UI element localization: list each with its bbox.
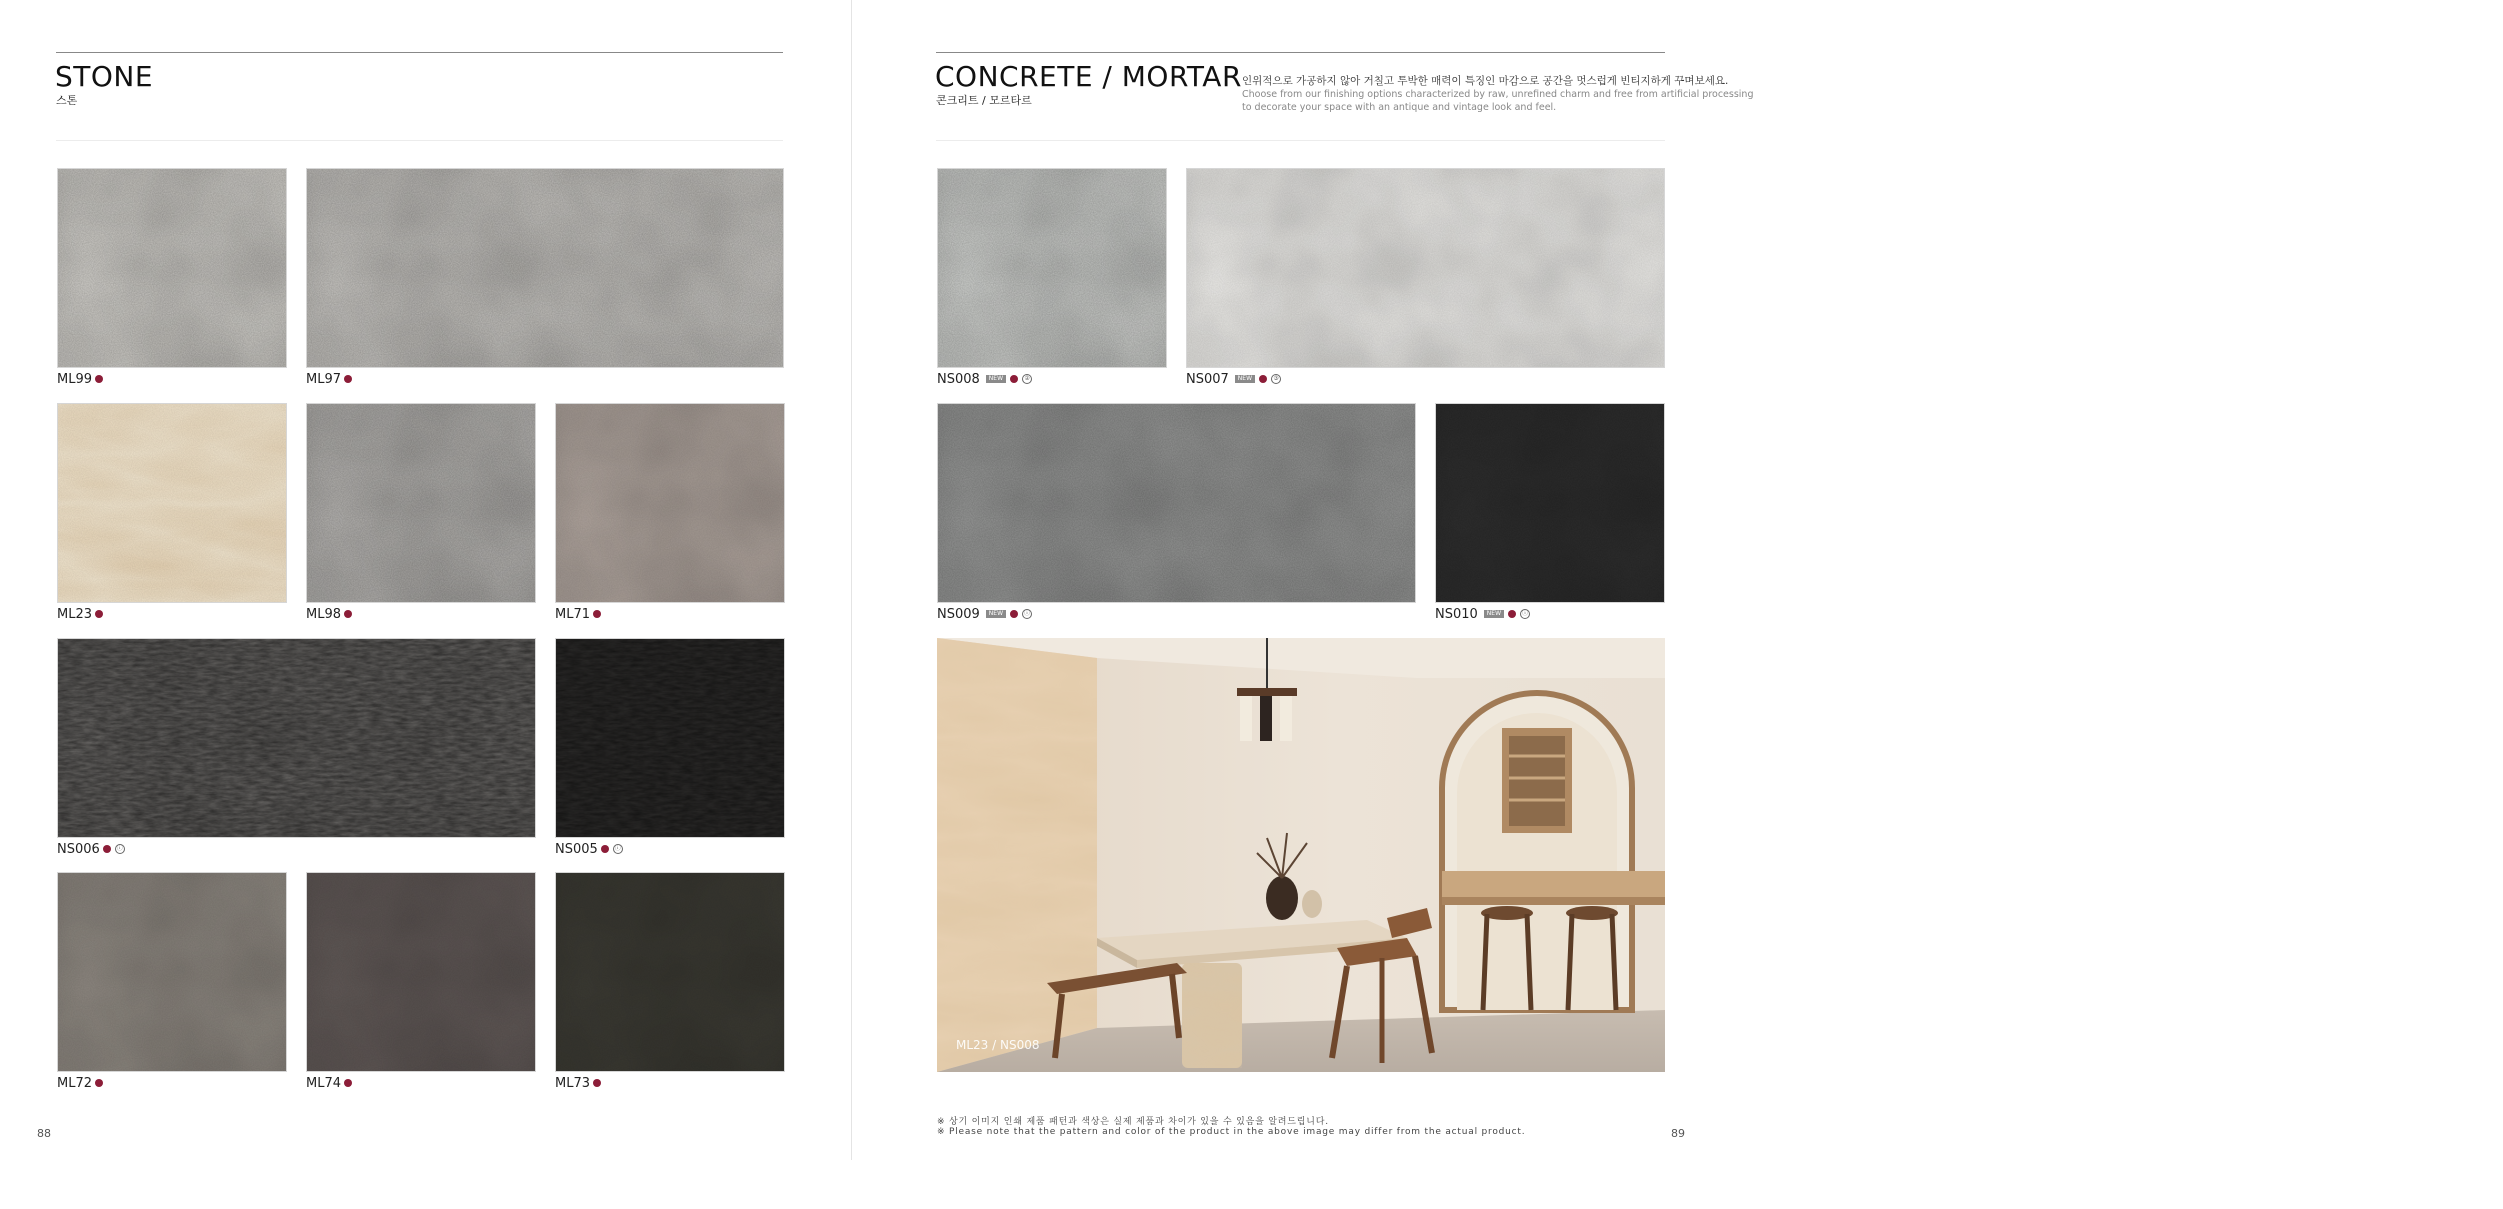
info-circle-icon: ⓘ	[116, 845, 123, 852]
info-circle-icon: ⓘ	[1522, 610, 1529, 617]
section-subtitle-stone: 스톤	[56, 94, 78, 107]
info-circle-icon: ②	[1022, 374, 1032, 384]
swatch-code: NS007	[1186, 371, 1229, 387]
info-circle-icon: ③	[1271, 374, 1281, 384]
swatch-ns007[interactable]	[1186, 168, 1665, 368]
swatch-code: NS009	[937, 606, 980, 622]
swatch-code: ML23	[57, 606, 93, 622]
indicator-dot-icon	[344, 610, 352, 618]
swatch-label-ml99	[57, 372, 103, 386]
swatch-ml99[interactable]	[57, 168, 287, 368]
indicator-dot-icon	[1508, 610, 1516, 618]
disclaimer-english: ※ Please note that the pattern and color of the product in the above image may differ from the actual product.	[937, 1127, 1526, 1137]
indicator-dot-icon	[1259, 375, 1267, 383]
indicator-dot-icon	[593, 1079, 601, 1087]
swatch-code: ML72	[57, 1075, 93, 1091]
swatch-ml71[interactable]	[555, 403, 785, 603]
swatch-ml23[interactable]	[57, 403, 287, 603]
page-number-right: 89	[1671, 1127, 1685, 1140]
swatch-label-ns010	[1435, 607, 1530, 621]
swatch-ns005[interactable]	[555, 638, 785, 838]
indicator-dot-icon	[593, 610, 601, 618]
disclaimer-korean: ※ 상기 이미지 인쇄 제품 패턴과 색상은 실제 제품과 차이가 있을 수 있음을 알려드립니다.	[937, 1117, 1329, 1127]
swatch-code: ML98	[306, 606, 342, 622]
indicator-dot-icon	[601, 845, 609, 853]
header-divider-right	[936, 140, 1665, 141]
swatch-ns008[interactable]	[937, 168, 1167, 368]
swatch-label-ns008	[937, 372, 1032, 386]
new-badge: NEW	[986, 610, 1006, 618]
indicator-dot-icon	[95, 610, 103, 618]
header-divider-left	[56, 140, 783, 141]
indicator-dot-icon	[344, 1079, 352, 1087]
swatch-label-ml23	[57, 607, 103, 621]
swatch-ml97[interactable]	[306, 168, 784, 368]
new-badge: NEW	[986, 375, 1006, 383]
section-title-concrete-mortar: CONCRETE / MORTAR	[935, 60, 1242, 93]
interior-photo	[937, 638, 1665, 1072]
swatch-label-ml72	[57, 1076, 103, 1090]
swatch-label-ns005	[555, 842, 623, 856]
swatch-ml98[interactable]	[306, 403, 536, 603]
swatch-code: ML74	[306, 1075, 342, 1091]
swatch-code: NS010	[1435, 606, 1478, 622]
swatch-code: ML99	[57, 371, 93, 387]
new-badge: NEW	[1484, 610, 1504, 618]
swatch-label-ns006	[57, 842, 125, 856]
description-english-line2: to decorate your space with an antique and vintage look and feel.	[1242, 102, 1557, 113]
swatch-code: ML97	[306, 371, 342, 387]
swatch-label-ml73	[555, 1076, 601, 1090]
swatch-code: NS008	[937, 371, 980, 387]
swatch-label-ml98	[306, 607, 352, 621]
indicator-dot-icon	[103, 845, 111, 853]
description-korean: 인위적으로 가공하지 않아 거칠고 투박한 매력이 특징인 마감으로 공간을 멋스럽게 빈티지하게 꾸며보세요.	[1242, 75, 1729, 87]
indicator-dot-icon	[95, 1079, 103, 1087]
swatch-ml73[interactable]	[555, 872, 785, 1072]
swatch-code: ML73	[555, 1075, 591, 1091]
swatch-label-ns009	[937, 607, 1032, 621]
indicator-dot-icon	[1010, 610, 1018, 618]
swatch-label-ml97	[306, 372, 352, 386]
swatch-ml72[interactable]	[57, 872, 287, 1072]
info-circle-icon: ⓘ	[1024, 610, 1031, 617]
swatch-ns010[interactable]	[1435, 403, 1665, 603]
page-spine-divider	[851, 0, 852, 1160]
swatch-code: ML71	[555, 606, 591, 622]
swatch-code: NS006	[57, 841, 100, 857]
swatch-label-ml71	[555, 607, 601, 621]
new-badge: NEW	[1235, 375, 1255, 383]
swatch-code: NS005	[555, 841, 598, 857]
swatch-ns006[interactable]	[57, 638, 536, 838]
swatch-label-ml74	[306, 1076, 352, 1090]
page-number-left: 88	[37, 1127, 51, 1140]
indicator-dot-icon	[1010, 375, 1018, 383]
info-circle-icon: ⓘ	[614, 845, 621, 852]
swatch-ml74[interactable]	[306, 872, 536, 1072]
top-rule-left	[56, 52, 783, 53]
section-subtitle-concrete-mortar: 콘크리트 / 모르타르	[936, 94, 1032, 107]
top-rule-right	[936, 52, 1665, 53]
indicator-dot-icon	[344, 375, 352, 383]
description-english-line1: Choose from our finishing options characterized by raw, unrefined charm and free from artificial processing	[1242, 89, 1754, 100]
section-title-stone: STONE	[55, 60, 154, 93]
swatch-ns009[interactable]	[937, 403, 1416, 603]
swatch-label-ns007	[1186, 372, 1281, 386]
photo-caption: ML23 / NS008	[956, 1038, 1040, 1052]
indicator-dot-icon	[95, 375, 103, 383]
